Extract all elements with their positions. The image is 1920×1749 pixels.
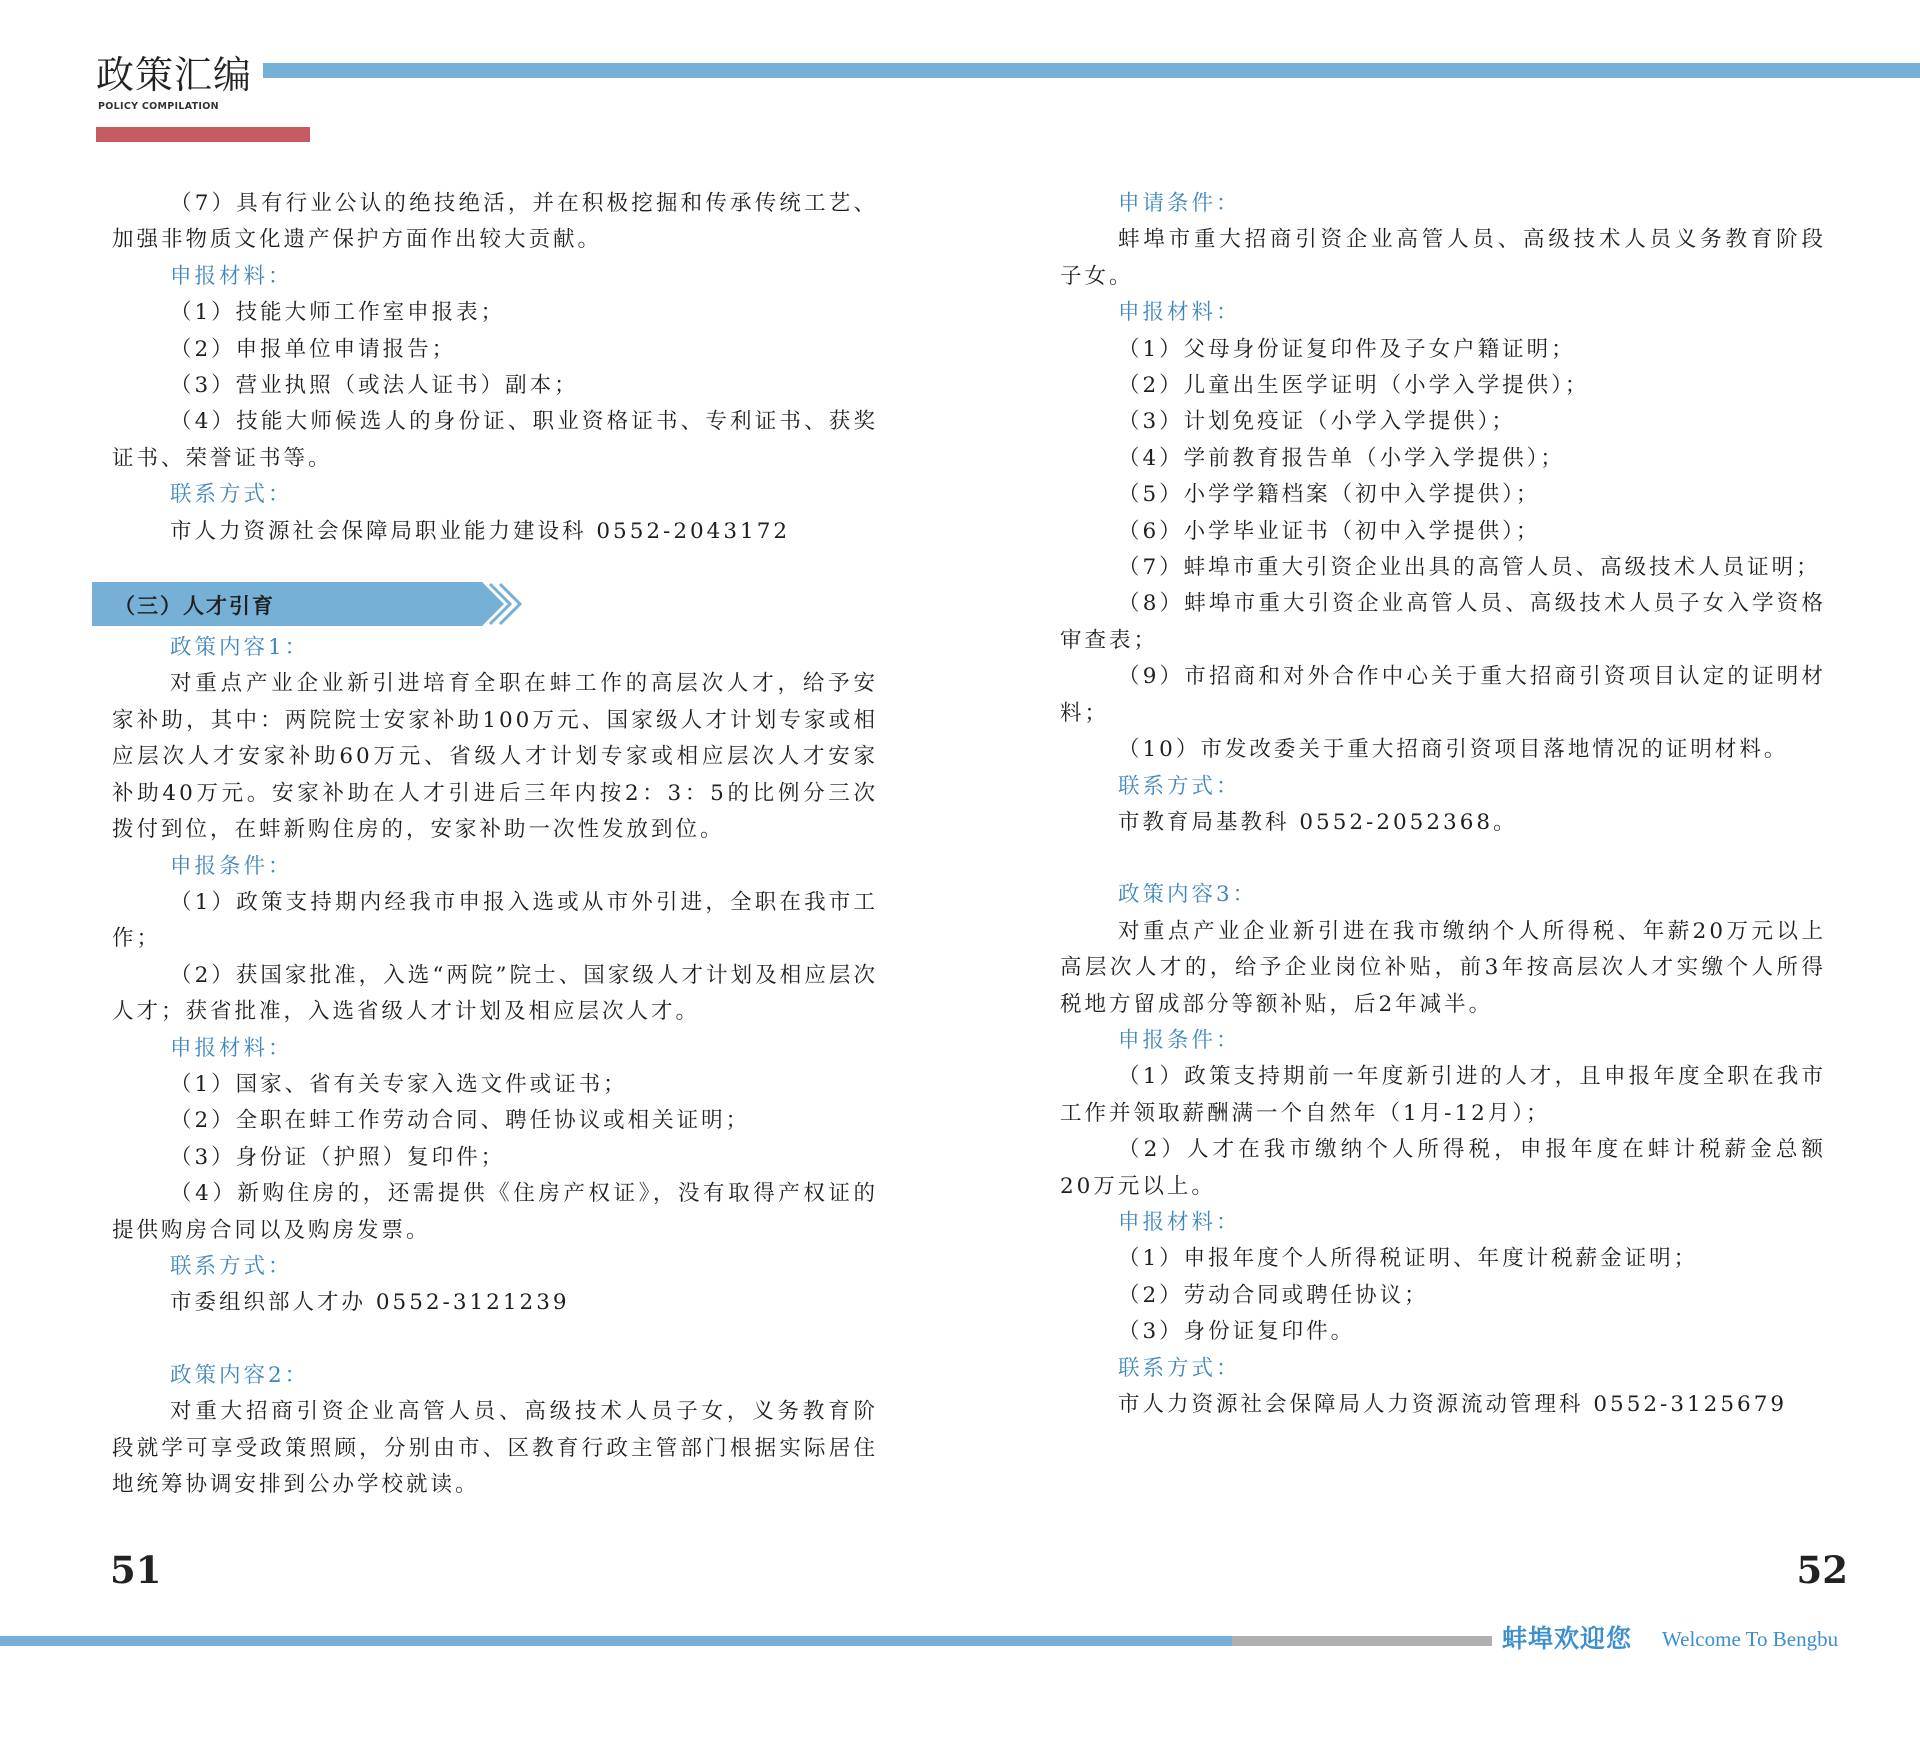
policy1-materials-heading: 申报材料： xyxy=(170,1035,293,1061)
page-number-left: 51 xyxy=(110,1548,162,1592)
policy2-materials-heading: 申报材料： xyxy=(1118,300,1241,326)
policy1-material-2: （2）全职在蚌工作劳动合同、聘任协议或相关证明； xyxy=(170,1108,751,1134)
policy2-conditions-heading: 申请条件： xyxy=(1118,191,1241,216)
footer-gray-bar xyxy=(1232,1636,1492,1646)
policy1-contact-heading: 联系方式： xyxy=(170,1253,293,1279)
section-banner xyxy=(92,582,532,626)
policy1-heading: 政策内容1： xyxy=(170,635,310,661)
policy3-contact: 市人力资源社会保障局人力资源流动管理科 0552-3125679 xyxy=(1118,1392,1788,1417)
policy2-material-10: （10）市发改委关于重大招商引资项目落地情况的证明材料。 xyxy=(1118,737,1789,763)
footer-welcome-cn: 蚌埠欢迎您 xyxy=(1502,1624,1633,1653)
footer-blue-bar xyxy=(0,1636,1232,1646)
policy1-contact: 市委组织部人才办 0552-3121239 xyxy=(170,1290,570,1316)
policy3-body: 对重点产业企业新引进在我市缴纳个人所得税、年薪20万元以上高层次人才的，给予企业岗位补贴，前3年按高层次人才实缴个人所得税地方留成部分等额补贴，后2年减半。 xyxy=(1060,918,1826,1017)
policy1-body: 对重点产业企业新引进培育全职在蚌工作的高层次人才，给予安家补助，其中：两院院士安家补助100万元、国家级人才计划专家或相应层次人才安家补助60万元、省级人才计划专家或相应层次人才安家补助40万元。安家补助在人才引进后三年内按2：3：5的比例分三次拨付到位，在蚌新购住房的，安家补助一次性发放到位。 xyxy=(112,671,878,843)
policy2-material-5: （5）小学学籍档案（初中入学提供）； xyxy=(1118,482,1541,508)
policy2-material-6: （6）小学毕业证书（初中入学提供）； xyxy=(1118,518,1541,544)
policy2-heading: 政策内容2： xyxy=(170,1362,310,1388)
policy2-material-1: （1）父母身份证复印件及子女户籍证明； xyxy=(1118,336,1576,362)
policy2-material-2: （2）儿童出生医学证明（小学入学提供）； xyxy=(1118,373,1590,399)
policy3-condition-1: （1）政策支持期前一年度新引进的人才，且申报年度全职在我市工作并领取薪酬满一个自然年（1月-12月）； xyxy=(1060,1064,1826,1126)
header-blue-bar xyxy=(263,63,1920,78)
policy1-condition-1: （1）政策支持期内经我市申报入选或从市外引进，全职在我市工作； xyxy=(112,889,878,952)
right-page-column xyxy=(1060,186,1826,1423)
left-contact-heading: 联系方式： xyxy=(170,482,293,508)
policy3-material-2: （2）劳动合同或聘任协议； xyxy=(1118,1282,1429,1308)
policy3-materials-heading: 申报材料： xyxy=(1118,1209,1241,1235)
policy3-conditions-heading: 申报条件： xyxy=(1118,1027,1241,1053)
policy2-condition: 蚌埠市重大招商引资企业高管人员、高级技术人员义务教育阶段子女。 xyxy=(1060,227,1826,289)
left-material-1: （1）技能大师工作室申报表； xyxy=(170,300,506,326)
policy2-contact: 市教育局基教科 0552-2052368。 xyxy=(1118,809,1518,835)
policy1-conditions-heading: 申报条件： xyxy=(170,853,293,879)
header-subtitle: POLICY COMPILATION xyxy=(98,101,219,112)
left-material-3: （3）营业执照（或法人证书）副本； xyxy=(170,373,579,399)
section-title: （三）人才引育 xyxy=(114,593,275,618)
policy3-material-1: （1）申报年度个人所得税证明、年度计税薪金证明； xyxy=(1118,1246,1699,1272)
header-red-bar xyxy=(96,127,310,142)
footer-welcome-en: Welcome To Bengbu xyxy=(1662,1627,1839,1651)
page-number-right: 52 xyxy=(1796,1548,1848,1592)
policy2-material-9: （9）市招商和对外合作中心关于重大招商引资项目认定的证明材料； xyxy=(1060,664,1826,726)
left-item-7: （7）具有行业公认的绝技绝活，并在积极挖掘和传承传统工艺、加强非物质文化遗产保护方面作出较大贡献。 xyxy=(112,191,878,253)
policy2-contact-heading: 联系方式： xyxy=(1118,773,1241,799)
left-material-4: （4）技能大师候选人的身份证、职业资格证书、专利证书、获奖证书、荣誉证书等。 xyxy=(112,409,878,471)
policy2-material-4: （4）学前教育报告单（小学入学提供）； xyxy=(1118,445,1565,471)
left-contact: 市人力资源社会保障局职业能力建设科 0552-2043172 xyxy=(170,518,791,544)
policy3-condition-2: （2）人才在我市缴纳个人所得税，申报年度在蚌计税薪金总额20万元以上。 xyxy=(1060,1137,1826,1199)
policy1-material-4: （4）新购住房的，还需提供《住房产权证》，没有取得产权证的提供购房合同以及购房发票。 xyxy=(112,1181,878,1243)
header-title: 政策汇编 xyxy=(96,53,253,97)
policy1-material-1: （1）国家、省有关专家入选文件或证书； xyxy=(170,1071,628,1097)
policy3-heading: 政策内容3： xyxy=(1118,882,1258,908)
left-material-2: （2）申报单位申请报告； xyxy=(170,336,457,362)
left-page-column xyxy=(112,186,878,1503)
policy2-material-3: （3）计划免疫证（小学入学提供）； xyxy=(1118,409,1516,435)
policy2-material-7: （7）蚌埠市重大引资企业出具的高管人员、高级技术人员证明； xyxy=(1118,555,1821,581)
policy2-body: 对重大招商引资企业高管人员、高级技术人员子女，义务教育阶段就学可享受政策照顾，分别由市、区教育行政主管部门根据实际居住地统筹协调安排到公办学校就读。 xyxy=(112,1399,878,1497)
policy1-material-3: （3）身份证（护照）复印件； xyxy=(170,1144,506,1170)
policy2-material-8: （8）蚌埠市重大引资企业高管人员、高级技术人员子女入学资格审查表； xyxy=(1060,591,1826,653)
policy3-material-3: （3）身份证复印件。 xyxy=(1118,1319,1356,1345)
policy3-contact-heading: 联系方式： xyxy=(1118,1355,1241,1381)
policy1-condition-2: （2）获国家批准，入选“两院”院士、国家级人才计划及相应层次人才；获省批准，入选省级人才计划及相应层次人才。 xyxy=(112,962,878,1025)
left-materials-heading: 申报材料： xyxy=(170,263,293,289)
